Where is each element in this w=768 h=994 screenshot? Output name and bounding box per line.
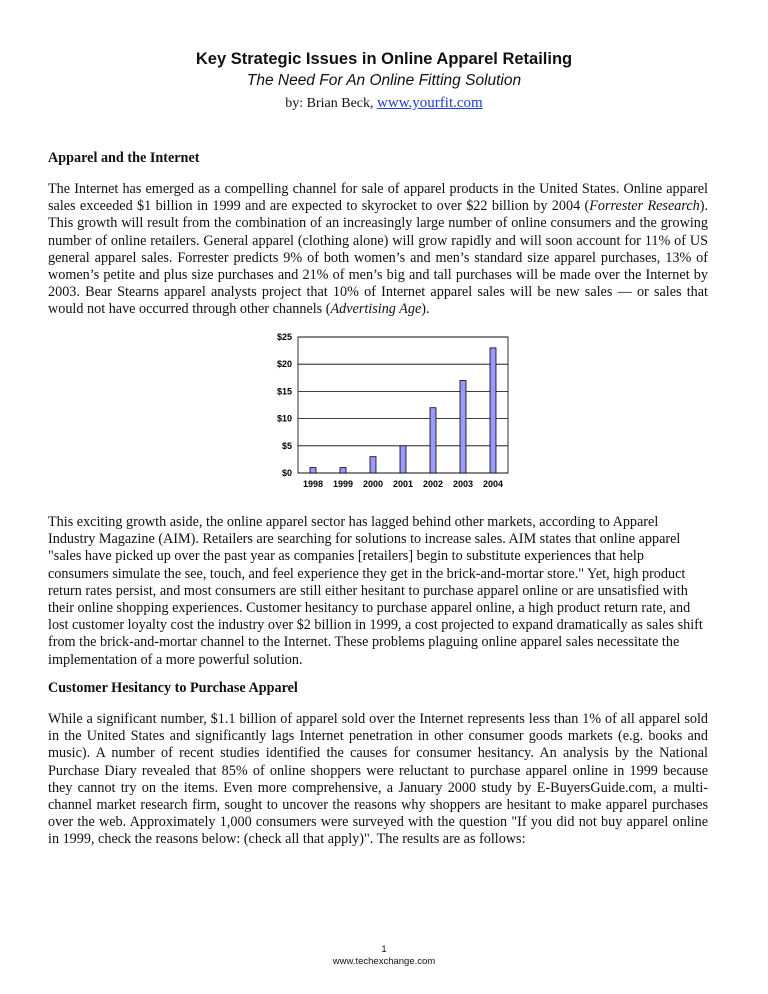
chart-x-tick-label: 2002	[422, 479, 444, 489]
chart-y-axis	[277, 332, 292, 478]
chart-bar-1999	[340, 468, 346, 473]
page-footer	[0, 944, 768, 968]
chart-bar-2002	[430, 408, 436, 473]
chart-y-tick-label: $5	[281, 440, 292, 451]
paragraph-text: ). This growth will result from the combination of an increasingly large number of online consumers and the growing number of online retailers. General apparel (clothing alone) will grow rapidly and will soon account for 11% of US general apparel sales. Forrester predicts 9% of both women’s and men’s standard size apparel purchases, 13% of women’s petite and plus size purchases and 21% of men’s big and tall purchases will be made over the Internet by 2003. Bear Stearns apparel analysts project that 10% of Internet apparel sales will be new sales — or sales that would not have occurred through other channels (	[48, 198, 708, 318]
chart-x-tick-label: 1999	[332, 479, 354, 489]
chart-bar-2003	[460, 381, 466, 473]
document-title: Key Strategic Issues in Online Apparel Retailing	[195, 50, 573, 68]
chart-bars	[310, 348, 496, 473]
section-heading-apparel-internet: Apparel and the Internet	[48, 150, 200, 166]
chart-x-tick-label: 2000	[362, 479, 384, 489]
citation-advertising-age: Advertising Age	[330, 301, 422, 318]
chart-x-tick-label: 1998	[302, 479, 324, 489]
chart-y-tick-label: $10	[276, 413, 292, 424]
paragraph-growth-lag: This exciting growth aside, the online apparel sector has lagged behind other markets, according to Apparel Industry Magazine (AIM). Retailers are searching for solutions to increase sales. AIM states that online apparel "sales have picked up over the past year as companies [retailers] begin to substitute experiences that help consumers simulate the see, touch, and feel experience they get in the brick-and-mortar store." Yet, high product return rates persist, and most consumers are still either hesitant to purchase apparel online or are unsatisfied with their online shopping experiences. Customer hesitancy to purchase apparel online, a high product return rate, and lost customer loyalty cost the industry over $2 billion in 1999, a cost projected to expand dramatically as sales shift from the brick-and-mortar channel to the Internet. These problems plaguing online apparel sales necessitate the implementation of a more powerful solution.	[48, 514, 703, 668]
byline-link[interactable]: www.yourfit.com	[377, 95, 483, 111]
chart-y-tick-label: $0	[281, 468, 292, 478]
sales-bar-chart	[258, 327, 518, 497]
chart-x-tick-label: 2004	[482, 479, 504, 489]
footer-site: www.techexchange.com	[332, 956, 436, 967]
chart-y-tick-label: $20	[276, 359, 292, 370]
chart-y-tick-label: $25	[276, 332, 292, 342]
chart-bar-2004	[490, 348, 496, 473]
byline-author: by: Brian Beck,	[285, 96, 378, 111]
chart-bar-1998	[310, 468, 316, 473]
chart-x-axis	[303, 479, 503, 489]
chart-bar-2001	[400, 446, 406, 473]
paragraph-text: The Internet has emerged as a compelling channel for sale of apparel products in the United States. Online apparel sales exceeded $1 billion in 1999 and are expected to skyrocket to over $22 billion by 2004 (	[48, 181, 708, 215]
section-heading-hesitancy: Customer Hesitancy to Purchase Apparel	[48, 680, 298, 696]
chart-bar-2000	[370, 457, 376, 473]
page-number: 1	[381, 944, 387, 955]
chart-x-tick-label: 2001	[392, 479, 414, 489]
chart-y-tick-label: $15	[276, 386, 292, 397]
byline	[0, 95, 768, 112]
paragraph-apparel-internet	[48, 181, 708, 319]
paragraph-hesitancy: While a significant number, $1.1 billion of apparel sold over the Internet represents less than 1% of all apparel sold in the United States and significantly lags Internet penetration in other consumer goods markets (e.g. books and music). A number of recent studies identified the causes for consumer hesitancy. An analysis by the National Purchase Diary revealed that 85% of online shoppers were reluctant to purchase apparel online in 1999 because they cannot try on the items. Even more comprehensive, a January 2000 study by E-BuyersGuide.com, a multi-channel market research firm, sought to uncover the reasons why shoppers are hesitant to make apparel purchases over the web. Approximately 1,000 consumers were surveyed with the question "If you did not buy apparel online in 1999, check the reasons below: (check all that apply)". The results are as follows:	[48, 711, 708, 848]
chart-x-tick-label: 2003	[452, 479, 474, 489]
paragraph-text: ).	[421, 301, 430, 318]
document-subtitle: The Need For An Online Fitting Solution	[246, 72, 522, 89]
citation-forrester: Forrester Research	[589, 198, 700, 215]
